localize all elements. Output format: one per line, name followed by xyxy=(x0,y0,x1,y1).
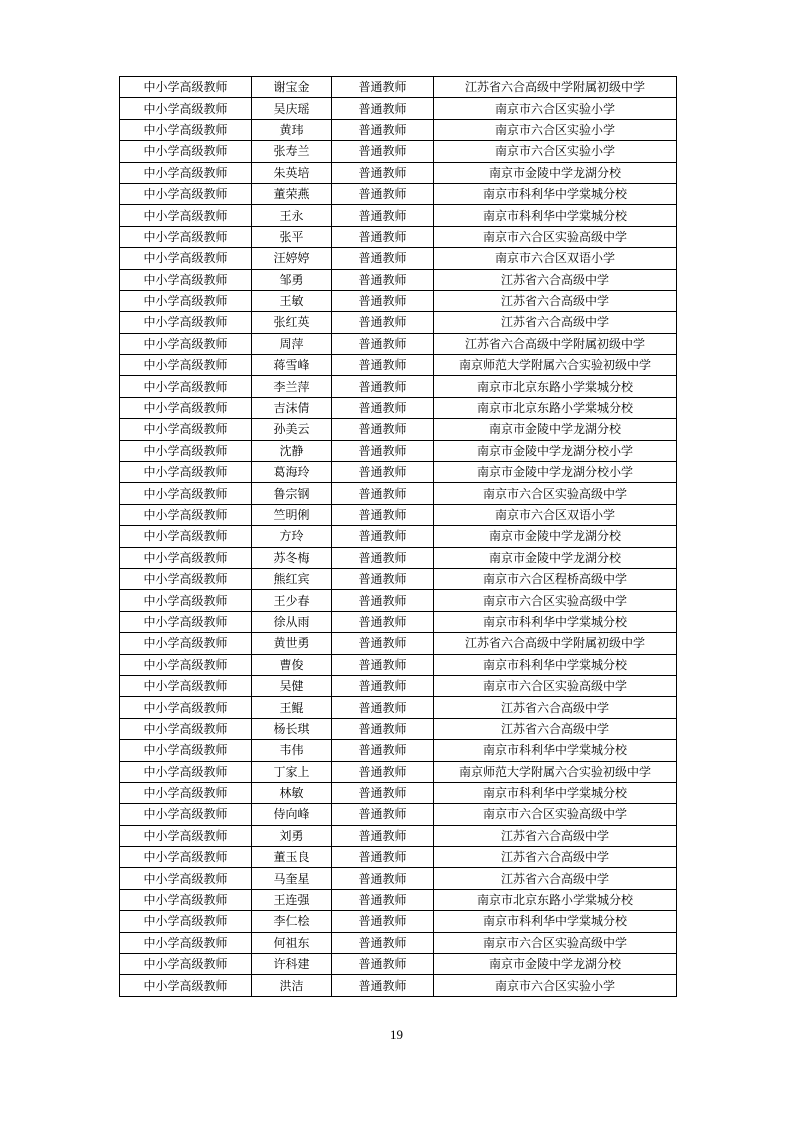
cell-name: 曹俊 xyxy=(252,654,332,675)
table-row xyxy=(120,611,677,632)
cell-school: 南京市六合区实验高级中学 xyxy=(434,226,677,247)
table-row xyxy=(120,675,677,696)
cell-school: 南京师范大学附属六合实验初级中学 xyxy=(434,761,677,782)
cell-title: 中小学高级教师 xyxy=(120,847,252,868)
cell-title: 中小学高级教师 xyxy=(120,290,252,311)
cell-post: 普通教师 xyxy=(332,697,434,718)
cell-post: 普通教师 xyxy=(332,568,434,589)
cell-name: 苏冬梅 xyxy=(252,547,332,568)
cell-title: 中小学高级教师 xyxy=(120,740,252,761)
table-row xyxy=(120,547,677,568)
cell-post: 普通教师 xyxy=(332,825,434,846)
cell-title: 中小学高级教师 xyxy=(120,440,252,461)
cell-name: 王少春 xyxy=(252,590,332,611)
table-row xyxy=(120,804,677,825)
table-row xyxy=(120,911,677,932)
table-row xyxy=(120,355,677,376)
cell-name: 吉沫倩 xyxy=(252,397,332,418)
cell-school: 南京市六合区双语小学 xyxy=(434,248,677,269)
cell-name: 王敏 xyxy=(252,290,332,311)
cell-title: 中小学高级教师 xyxy=(120,654,252,675)
cell-title: 中小学高级教师 xyxy=(120,526,252,547)
cell-title: 中小学高级教师 xyxy=(120,889,252,910)
table-row xyxy=(120,847,677,868)
table-row xyxy=(120,98,677,119)
cell-post: 普通教师 xyxy=(332,782,434,803)
cell-post: 普通教师 xyxy=(332,119,434,140)
cell-name: 沈静 xyxy=(252,440,332,461)
cell-school: 江苏省六合高级中学附属初级中学 xyxy=(434,333,677,354)
cell-school: 南京市六合区实验高级中学 xyxy=(434,590,677,611)
cell-school: 南京市六合区实验高级中学 xyxy=(434,675,677,696)
cell-school: 江苏省六合高级中学 xyxy=(434,269,677,290)
cell-title: 中小学高级教师 xyxy=(120,911,252,932)
table-row xyxy=(120,141,677,162)
table-row xyxy=(120,504,677,525)
cell-post: 普通教师 xyxy=(332,590,434,611)
table-body xyxy=(120,77,677,997)
cell-post: 普通教师 xyxy=(332,440,434,461)
cell-title: 中小学高级教师 xyxy=(120,462,252,483)
cell-post: 普通教师 xyxy=(332,77,434,98)
cell-school: 江苏省六合高级中学附属初级中学 xyxy=(434,633,677,654)
cell-name: 徐从雨 xyxy=(252,611,332,632)
cell-school: 南京市金陵中学龙湖分校 xyxy=(434,526,677,547)
cell-title: 中小学高级教师 xyxy=(120,333,252,354)
table-row xyxy=(120,568,677,589)
table-row xyxy=(120,376,677,397)
cell-title: 中小学高级教师 xyxy=(120,975,252,996)
cell-post: 普通教师 xyxy=(332,504,434,525)
cell-post: 普通教师 xyxy=(332,205,434,226)
cell-school: 南京市金陵中学龙湖分校 xyxy=(434,547,677,568)
cell-school: 江苏省六合高级中学 xyxy=(434,868,677,889)
table-row xyxy=(120,633,677,654)
cell-title: 中小学高级教师 xyxy=(120,782,252,803)
cell-name: 黄玮 xyxy=(252,119,332,140)
cell-title: 中小学高级教师 xyxy=(120,226,252,247)
cell-name: 王连强 xyxy=(252,889,332,910)
cell-school: 南京市金陵中学龙湖分校 xyxy=(434,162,677,183)
table-row xyxy=(120,718,677,739)
cell-post: 普通教师 xyxy=(332,740,434,761)
cell-school: 南京市金陵中学龙湖分校 xyxy=(434,419,677,440)
table-row xyxy=(120,654,677,675)
cell-title: 中小学高级教师 xyxy=(120,697,252,718)
cell-school: 南京市六合区双语小学 xyxy=(434,504,677,525)
table-row xyxy=(120,162,677,183)
table-row xyxy=(120,269,677,290)
cell-school: 南京市科利华中学棠城分校 xyxy=(434,740,677,761)
cell-name: 邹勇 xyxy=(252,269,332,290)
cell-name: 林敏 xyxy=(252,782,332,803)
table-row xyxy=(120,526,677,547)
cell-school: 南京市科利华中学棠城分校 xyxy=(434,611,677,632)
cell-title: 中小学高级教师 xyxy=(120,312,252,333)
cell-name: 李兰萍 xyxy=(252,376,332,397)
table-row xyxy=(120,782,677,803)
table-row xyxy=(120,248,677,269)
cell-title: 中小学高级教师 xyxy=(120,932,252,953)
cell-school: 南京市北京东路小学棠城分校 xyxy=(434,376,677,397)
cell-name: 许科建 xyxy=(252,954,332,975)
table-row xyxy=(120,932,677,953)
cell-school: 南京市北京东路小学棠城分校 xyxy=(434,397,677,418)
cell-title: 中小学高级教师 xyxy=(120,868,252,889)
cell-title: 中小学高级教师 xyxy=(120,718,252,739)
cell-school: 南京市六合区实验小学 xyxy=(434,98,677,119)
cell-post: 普通教师 xyxy=(332,141,434,162)
cell-post: 普通教师 xyxy=(332,889,434,910)
cell-school: 江苏省六合高级中学 xyxy=(434,312,677,333)
cell-school: 南京市六合区实验小学 xyxy=(434,975,677,996)
cell-post: 普通教师 xyxy=(332,654,434,675)
cell-name: 朱英培 xyxy=(252,162,332,183)
cell-school: 南京市科利华中学棠城分校 xyxy=(434,782,677,803)
cell-name: 周萍 xyxy=(252,333,332,354)
cell-post: 普通教师 xyxy=(332,183,434,204)
cell-post: 普通教师 xyxy=(332,761,434,782)
cell-school: 南京市六合区实验高级中学 xyxy=(434,483,677,504)
table-row xyxy=(120,183,677,204)
cell-name: 黄世勇 xyxy=(252,633,332,654)
cell-title: 中小学高级教师 xyxy=(120,141,252,162)
cell-post: 普通教师 xyxy=(332,269,434,290)
table-row xyxy=(120,590,677,611)
table-row xyxy=(120,483,677,504)
cell-name: 洪洁 xyxy=(252,975,332,996)
table-row xyxy=(120,77,677,98)
cell-school: 南京师范大学附属六合实验初级中学 xyxy=(434,355,677,376)
cell-post: 普通教师 xyxy=(332,162,434,183)
cell-post: 普通教师 xyxy=(332,804,434,825)
table-row xyxy=(120,290,677,311)
table-row xyxy=(120,226,677,247)
cell-post: 普通教师 xyxy=(332,932,434,953)
cell-name: 葛海玲 xyxy=(252,462,332,483)
cell-post: 普通教师 xyxy=(332,547,434,568)
cell-post: 普通教师 xyxy=(332,248,434,269)
cell-name: 何祖东 xyxy=(252,932,332,953)
table-row xyxy=(120,205,677,226)
table-row xyxy=(120,889,677,910)
cell-school: 南京市科利华中学棠城分校 xyxy=(434,205,677,226)
table-row xyxy=(120,825,677,846)
cell-title: 中小学高级教师 xyxy=(120,504,252,525)
cell-school: 江苏省六合高级中学 xyxy=(434,290,677,311)
cell-post: 普通教师 xyxy=(332,462,434,483)
cell-post: 普通教师 xyxy=(332,376,434,397)
cell-school: 江苏省六合高级中学 xyxy=(434,847,677,868)
cell-name: 马奎星 xyxy=(252,868,332,889)
table-row xyxy=(120,119,677,140)
page-number: 19 xyxy=(390,1027,403,1042)
cell-name: 董玉良 xyxy=(252,847,332,868)
cell-school: 南京市科利华中学棠城分校 xyxy=(434,911,677,932)
cell-post: 普通教师 xyxy=(332,333,434,354)
cell-title: 中小学高级教师 xyxy=(120,675,252,696)
cell-name: 张平 xyxy=(252,226,332,247)
cell-name: 王永 xyxy=(252,205,332,226)
cell-name: 刘勇 xyxy=(252,825,332,846)
table-row xyxy=(120,761,677,782)
cell-post: 普通教师 xyxy=(332,633,434,654)
cell-name: 谢宝金 xyxy=(252,77,332,98)
table-row xyxy=(120,312,677,333)
cell-post: 普通教师 xyxy=(332,611,434,632)
table-row xyxy=(120,397,677,418)
cell-post: 普通教师 xyxy=(332,675,434,696)
cell-name: 方玲 xyxy=(252,526,332,547)
cell-school: 南京市金陵中学龙湖分校小学 xyxy=(434,440,677,461)
cell-name: 丁家上 xyxy=(252,761,332,782)
cell-title: 中小学高级教师 xyxy=(120,825,252,846)
cell-school: 江苏省六合高级中学 xyxy=(434,718,677,739)
teacher-list-table xyxy=(119,76,677,997)
cell-post: 普通教师 xyxy=(332,526,434,547)
cell-school: 南京市科利华中学棠城分校 xyxy=(434,183,677,204)
cell-name: 王鲲 xyxy=(252,697,332,718)
cell-post: 普通教师 xyxy=(332,975,434,996)
cell-title: 中小学高级教师 xyxy=(120,954,252,975)
cell-name: 吴健 xyxy=(252,675,332,696)
cell-name: 张寿兰 xyxy=(252,141,332,162)
cell-title: 中小学高级教师 xyxy=(120,568,252,589)
table-row xyxy=(120,333,677,354)
cell-post: 普通教师 xyxy=(332,483,434,504)
cell-school: 南京市六合区实验小学 xyxy=(434,119,677,140)
cell-name: 吴庆瑶 xyxy=(252,98,332,119)
cell-post: 普通教师 xyxy=(332,718,434,739)
cell-title: 中小学高级教师 xyxy=(120,205,252,226)
cell-title: 中小学高级教师 xyxy=(120,119,252,140)
cell-name: 竺明俐 xyxy=(252,504,332,525)
cell-title: 中小学高级教师 xyxy=(120,611,252,632)
table-row xyxy=(120,740,677,761)
cell-school: 南京市北京东路小学棠城分校 xyxy=(434,889,677,910)
cell-title: 中小学高级教师 xyxy=(120,419,252,440)
cell-title: 中小学高级教师 xyxy=(120,248,252,269)
table-row xyxy=(120,440,677,461)
cell-title: 中小学高级教师 xyxy=(120,590,252,611)
cell-post: 普通教师 xyxy=(332,290,434,311)
cell-name: 孙美云 xyxy=(252,419,332,440)
cell-name: 张红英 xyxy=(252,312,332,333)
cell-school: 南京市六合区实验小学 xyxy=(434,141,677,162)
cell-school: 江苏省六合高级中学附属初级中学 xyxy=(434,77,677,98)
table-row xyxy=(120,419,677,440)
cell-post: 普通教师 xyxy=(332,397,434,418)
cell-name: 汪婷婷 xyxy=(252,248,332,269)
cell-name: 鲁宗钢 xyxy=(252,483,332,504)
cell-title: 中小学高级教师 xyxy=(120,98,252,119)
cell-name: 董荣燕 xyxy=(252,183,332,204)
cell-school: 南京市金陵中学龙湖分校小学 xyxy=(434,462,677,483)
cell-post: 普通教师 xyxy=(332,868,434,889)
cell-school: 江苏省六合高级中学 xyxy=(434,825,677,846)
cell-school: 南京市金陵中学龙湖分校 xyxy=(434,954,677,975)
cell-school: 江苏省六合高级中学 xyxy=(434,697,677,718)
cell-title: 中小学高级教师 xyxy=(120,547,252,568)
cell-title: 中小学高级教师 xyxy=(120,269,252,290)
cell-post: 普通教师 xyxy=(332,226,434,247)
table-row xyxy=(120,697,677,718)
table-row xyxy=(120,868,677,889)
cell-post: 普通教师 xyxy=(332,355,434,376)
cell-title: 中小学高级教师 xyxy=(120,633,252,654)
cell-name: 李仁桧 xyxy=(252,911,332,932)
cell-name: 熊红宾 xyxy=(252,568,332,589)
cell-school: 南京市六合区程桥高级中学 xyxy=(434,568,677,589)
table-row xyxy=(120,975,677,996)
cell-title: 中小学高级教师 xyxy=(120,162,252,183)
cell-name: 侍向峰 xyxy=(252,804,332,825)
cell-post: 普通教师 xyxy=(332,312,434,333)
cell-post: 普通教师 xyxy=(332,419,434,440)
cell-title: 中小学高级教师 xyxy=(120,183,252,204)
cell-title: 中小学高级教师 xyxy=(120,483,252,504)
cell-title: 中小学高级教师 xyxy=(120,761,252,782)
cell-title: 中小学高级教师 xyxy=(120,376,252,397)
cell-post: 普通教师 xyxy=(332,98,434,119)
cell-title: 中小学高级教师 xyxy=(120,397,252,418)
cell-post: 普通教师 xyxy=(332,954,434,975)
cell-name: 蒋雪峰 xyxy=(252,355,332,376)
cell-name: 韦伟 xyxy=(252,740,332,761)
cell-title: 中小学高级教师 xyxy=(120,804,252,825)
table-row xyxy=(120,954,677,975)
cell-title: 中小学高级教师 xyxy=(120,77,252,98)
cell-title: 中小学高级教师 xyxy=(120,355,252,376)
cell-school: 南京市六合区实验高级中学 xyxy=(434,804,677,825)
cell-name: 杨长琪 xyxy=(252,718,332,739)
cell-post: 普通教师 xyxy=(332,911,434,932)
cell-school: 南京市科利华中学棠城分校 xyxy=(434,654,677,675)
cell-post: 普通教师 xyxy=(332,847,434,868)
table-row xyxy=(120,462,677,483)
cell-school: 南京市六合区实验高级中学 xyxy=(434,932,677,953)
